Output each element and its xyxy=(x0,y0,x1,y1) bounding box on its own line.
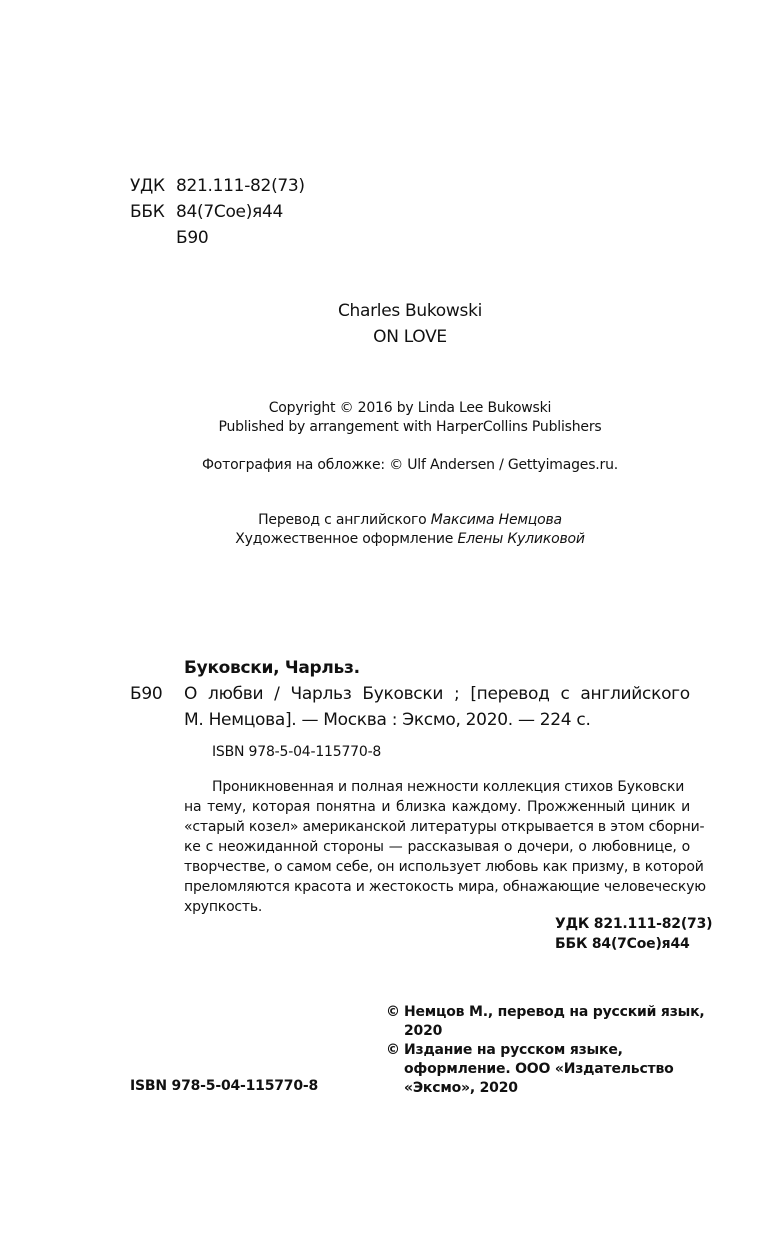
catalog-word: О xyxy=(184,684,198,704)
copyright-line: Copyright © 2016 by Linda Lee Bukowski xyxy=(268,400,552,416)
udk-label: УДК xyxy=(130,176,165,196)
catalog-word: с xyxy=(560,684,570,704)
translator-name: Максима Немцова xyxy=(430,512,562,528)
design-credit xyxy=(26,531,768,547)
annotation-line: ке с неожиданной стороны — рассказывая о дочери, о любовнице, о xyxy=(184,839,690,855)
author-mark: Б90 xyxy=(176,228,209,248)
catalog-code: Б90 xyxy=(130,684,163,704)
photo-credit: Фотография на обложке: © Ulf Andersen / Gettyimages.ru. xyxy=(201,457,619,473)
annotation-line: хрупкость. xyxy=(184,899,263,915)
published-line: Published by arrangement with HarperCollins Publishers xyxy=(218,419,602,435)
annotation-text: Проникновенная и полная нежности коллекция стихов Буковски xyxy=(212,779,685,795)
catalog-word: / xyxy=(274,684,280,704)
bbk-value: 84(7Сое)я44 xyxy=(176,202,284,222)
annotation-line: на тему, которая понятна и близка каждому. Прожженный циник и xyxy=(184,799,690,815)
catalog-word: ; xyxy=(453,684,460,704)
catalog-word: Буковски xyxy=(362,684,444,704)
original-author: Charles Bukowski xyxy=(337,301,483,321)
catalog-word: [перевод xyxy=(470,684,550,704)
catalog-word: Чарльз xyxy=(290,684,352,704)
design-prefix: Художественное оформление xyxy=(235,531,454,547)
catalog-isbn: ISBN 978-5-04-115770-8 xyxy=(212,744,382,760)
original-title: ON LOVE xyxy=(373,327,447,347)
annotation-line xyxy=(184,779,690,795)
bbk-code-bold: ББК 84(7Сое)я44 xyxy=(555,936,690,952)
designer-name: Елены Куликовой xyxy=(457,531,585,547)
isbn-bottom: ISBN 978-5-04-115770-8 xyxy=(130,1078,319,1094)
catalog-line2: М. Немцова]. — Москва : Эксмо, 2020. — 224 с. xyxy=(184,710,591,730)
copyright-translation: Немцов М., перевод на русский язык, xyxy=(404,1004,705,1020)
copyright-symbol: © xyxy=(386,1042,400,1058)
annotation-line: преломляются красота и жестокость мира, обнажающие человеческую xyxy=(184,879,706,895)
copyright-edition: оформление. ООО «Издательство xyxy=(404,1061,674,1077)
translation-credit xyxy=(26,512,768,528)
copyright-edition: «Эксмо», 2020 xyxy=(404,1080,518,1096)
annotation-line: «старый козел» американской литературы открывается в этом сборни- xyxy=(184,819,705,835)
copyright-translation-year: 2020 xyxy=(404,1023,443,1039)
annotation-line: творчестве, о самом себе, он использует любовь как призму, в которой xyxy=(184,859,704,875)
udk-code-bold: УДК 821.111-82(73) xyxy=(555,916,713,932)
catalog-word: английского xyxy=(580,684,690,704)
copyright-edition: Издание на русском языке, xyxy=(404,1042,623,1058)
catalog-word: любви xyxy=(208,684,264,704)
udk-value: 821.111-82(73) xyxy=(176,176,305,196)
catalog-heading: Буковски, Чарльз. xyxy=(184,658,360,678)
translation-prefix: Перевод с английского xyxy=(258,512,427,528)
copyright-symbol: © xyxy=(386,1004,400,1020)
bbk-label: ББК xyxy=(130,202,165,222)
catalog-line1 xyxy=(184,684,690,704)
